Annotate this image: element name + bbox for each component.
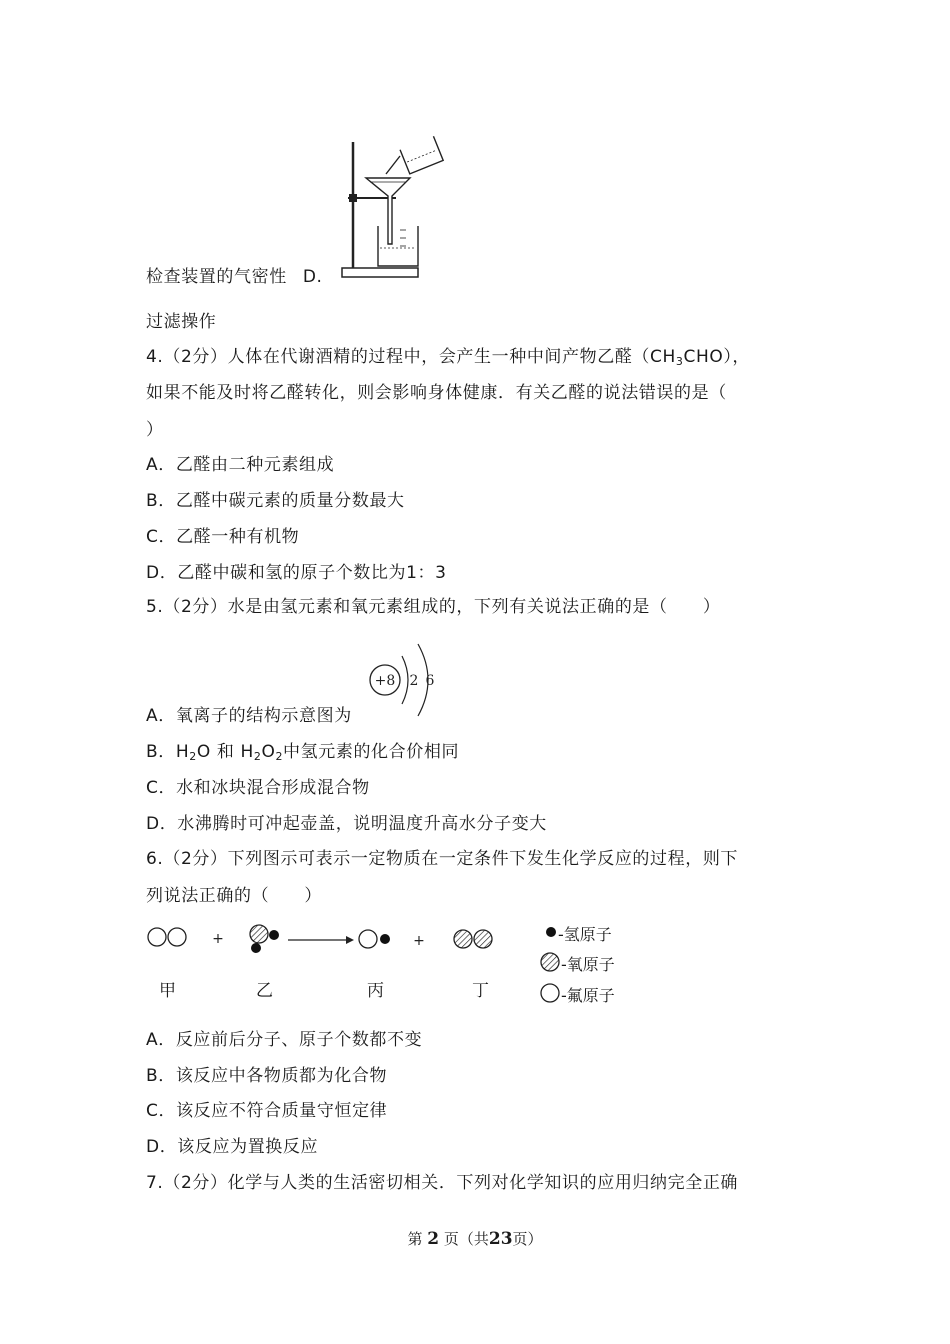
molecule-ding [454,930,492,948]
q4-option-b: B．乙醛中碳元素的质量分数最大 [146,491,405,511]
ion-shell2-label: 6 [425,673,435,689]
hydrogen-atom-icon [546,927,556,937]
plus-sign-1: + [212,931,224,947]
q4-option-c: C．乙醛一种有机物 [146,527,300,547]
q3-text-line: 检查装置的气密性 D. [146,267,323,287]
q3-option-d-label: D. [302,267,323,287]
q4-stem-line2: 如果不能及时将乙醛转化，则会影响身体健康．有关乙醛的说法错误的是（ [146,383,727,403]
q3-option-d-text: 过滤操作 [146,312,217,332]
q6-option-d: D．该反应为置换反应 [146,1137,319,1157]
q5-option-b: B．$H_2O$ 和 $H_2O_2$中氢元素的化合价相同 [146,742,460,763]
q6-stem-line2: 列说法正确的（ ） [146,886,322,906]
page-footer: 第 2 页（共23页） [407,1229,543,1249]
label-jia: 甲 [159,981,176,1001]
q5-stem: 5.（2分）水是由氢元素和氧元素组成的，下列有关说法正确的是（ ） [146,597,721,617]
plus-sign-2: + [413,933,425,949]
molecule-bing [359,930,390,948]
label-yi: 乙 [256,981,273,1001]
q5-option-d: D．水沸腾时可冲起壶盖，说明温度升高水分子变大 [146,814,547,834]
q4-option-a: A．乙醛由二种元素组成 [146,455,335,475]
label-bing: 丙 [367,981,384,1001]
ion-nucleus-label: +8 [374,673,396,689]
current-page-number: 2 [427,1229,440,1249]
oxygen-ion-structure-diagram [366,636,446,720]
q6-option-c: C．该反应不符合质量守恒定律 [146,1101,388,1121]
legend-oxygen: -氧原子 [561,955,615,974]
q7-stem: 7.（2分）化学与人类的生活密切相关．下列对化学知识的应用归纳完全正确 [146,1173,739,1193]
molecule-yi [250,925,279,953]
ion-shell1-label: 2 [409,673,419,689]
q4-stem-line1: 4.（2分）人体在代谢酒精的过程中，会产生一种中间产物乙醛$(CH_3CHO)$， [146,347,751,368]
q6-option-b: B．该反应中各物质都为化合物 [146,1066,388,1086]
label-ding: 丁 [472,981,489,1001]
legend-hydrogen: -氢原子 [558,925,612,944]
q5-option-c: C．水和冰块混合形成混合物 [146,778,370,798]
molecule-jia [148,928,186,946]
total-page-count: 23 [488,1229,513,1249]
q6-option-a: A．反应前后分子、原子个数都不变 [146,1030,423,1050]
filtration-apparatus-figure [338,134,448,282]
reaction-diagram [140,918,520,960]
q4-stem-line3: ） [146,420,164,440]
oxygen-atom-icon [541,953,559,971]
q6-stem-line1: 6.（2分）下列图示可表示一定物质在一定条件下发生化学反应的过程，则下 [146,849,739,869]
q4-option-d: D．乙醛中碳和氢的原子个数比为1：3 [146,563,447,583]
legend-fluorine: -氟原子 [561,986,615,1005]
q5-option-a: A．氧离子的结构示意图为 [146,706,352,726]
fluorine-atom-icon [541,984,559,1002]
